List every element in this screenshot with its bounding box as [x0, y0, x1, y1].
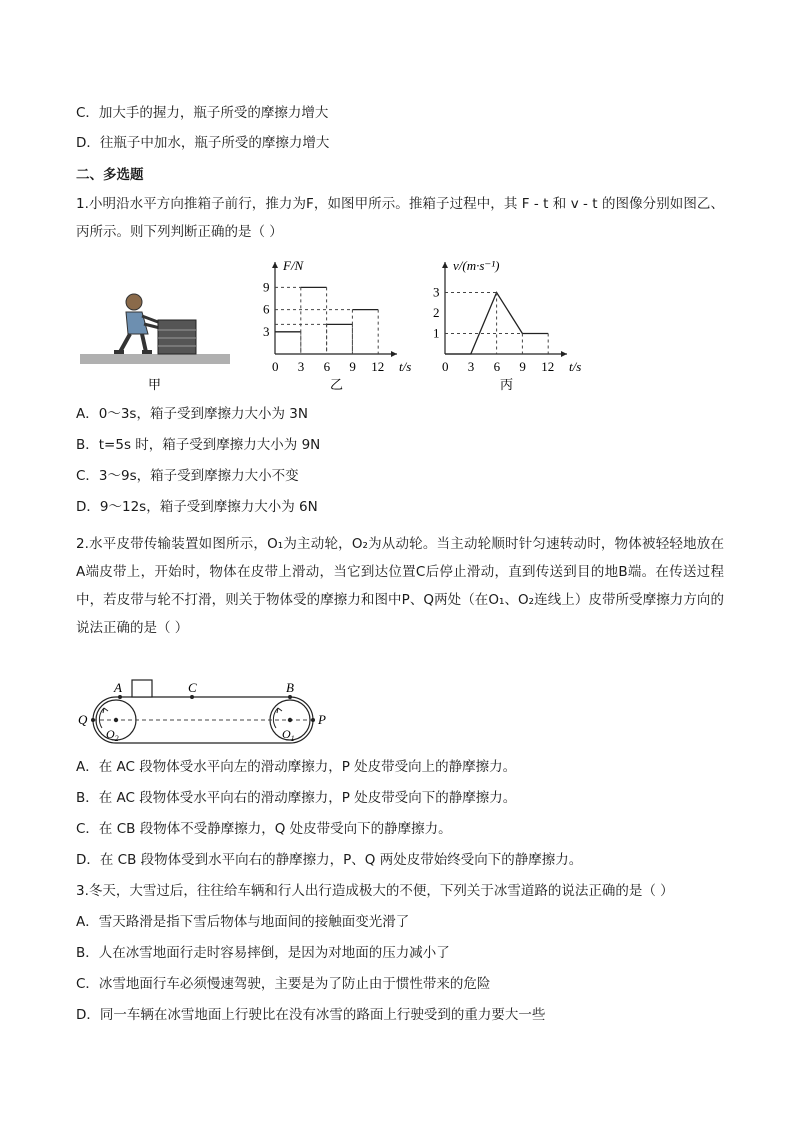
- ft-y-label: F/N: [283, 258, 304, 273]
- vt-x-tick: 12: [541, 359, 555, 374]
- vt-y-tick: 3: [433, 284, 440, 300]
- vt-x-arrow-icon: [561, 351, 567, 357]
- q2-option-c: C．在 CB 段物体不受静摩擦力，Q 处皮带受向下的静摩擦力。: [76, 821, 452, 837]
- option-c-prev: C．加大手的握力，瓶子所受的摩擦力增大: [76, 105, 329, 121]
- q2-option-b: B．在 AC 段物体受水平向右的滑动摩擦力，P 处皮带受向下的静摩擦力。: [76, 790, 517, 806]
- vt-x-tick: 6: [493, 359, 501, 374]
- q1-option-c: C．3～9s，箱子受到摩擦力大小不变: [76, 468, 299, 484]
- ft-y-arrow-icon: [272, 262, 278, 268]
- caption-yi: 乙: [330, 378, 344, 393]
- chart-bing-v-t: [420, 254, 590, 394]
- box: [158, 320, 196, 354]
- q3-option-b: B．人在冰雪地面行走时容易摔倒，是因为对地面的压力减小了: [76, 945, 450, 961]
- ft-x-tick: 3: [297, 359, 305, 374]
- q2-option-d: D．在 CB 段物体受到水平向右的静摩擦力，P、Q 两处皮带始终受向下的静摩擦力。: [76, 852, 583, 868]
- caption-jia: 甲: [148, 378, 162, 393]
- chart-yi-f-t: [250, 254, 420, 394]
- q2-option-a: A．在 AC 段物体受水平向左的滑动摩擦力，P 处皮带受向上的静摩擦力。: [76, 759, 517, 775]
- label-o1: $O_1$: [282, 727, 295, 743]
- section-title: 二、多选题: [76, 167, 144, 183]
- label-b: B: [286, 680, 294, 695]
- vt-x-tick: 3: [467, 359, 475, 374]
- figure-jia: [76, 254, 236, 394]
- object-block: [132, 680, 152, 697]
- q3-stem: 3.冬天，大雪过后，往往给车辆和行人出行造成极大的不便，下列关于冰雪道路的说法正确的是（ ）: [76, 883, 674, 899]
- ft-x-tick: 0: [272, 359, 279, 374]
- ft-y-tick: 6: [263, 301, 270, 317]
- ft-x-arrow-icon: [391, 351, 397, 357]
- option-d-prev: D．往瓶子中加水，瓶子所受的摩擦力增大: [76, 135, 330, 151]
- ft-y-tick: 9: [263, 279, 270, 295]
- q1-option-b: B．t=5s 时，箱子受到摩擦力大小为 9N: [76, 437, 321, 453]
- label-c: C: [188, 680, 197, 695]
- vt-x-label: t/s: [569, 359, 582, 374]
- ft-x-tick: 9: [349, 359, 356, 374]
- q1-stem: 1.小明沿水平方向推箱子前行，推力为F，如图甲所示。推箱子过程中，其 F - t 和 v - t 的图像分别如图乙、丙所示。则下列判断正确的是（ ）: [76, 196, 724, 240]
- q3-option-a: A．雪天路滑是指下雪后物体与地面间的接触面变光滑了: [76, 914, 410, 930]
- vt-y-arrow-icon: [442, 262, 448, 268]
- q3-option-c: C．冰雪地面行车必须慢速驾驶，主要是为了防止由于惯性带来的危险: [76, 976, 491, 992]
- ft-y-tick: 3: [263, 323, 270, 339]
- conveyor-belt-diagram: [76, 672, 346, 752]
- label-a: A: [114, 680, 122, 695]
- label-p: P: [318, 712, 326, 727]
- ft-x-label: t/s: [399, 359, 412, 374]
- ft-x-tick: 6: [323, 359, 331, 374]
- vt-y-label: v/(m·s⁻¹): [453, 258, 500, 273]
- q3-option-d: D．同一车辆在冰雪地面上行驶比在没有冰雪的路面上行驶受到的重力要大一些: [76, 1007, 546, 1023]
- vt-y-tick: 2: [433, 305, 440, 320]
- label-o2: $O_2$: [106, 727, 119, 743]
- label-q: Q: [78, 712, 88, 727]
- ft-x-tick: 12: [371, 359, 385, 374]
- vt-y-tick: 1: [433, 325, 440, 341]
- ground: [80, 354, 230, 364]
- q2-stem: 2.水平皮带传输装置如图所示，O₁为主动轮，O₂为从动轮。当主动轮顺时针匀速转动时，物体被轻轻地放在A端皮带上，开始时，物体在皮带上滑动，当它到达位置C后停止滑动，直到传送到目的地B端。在传送过程中，若皮带与轮不打滑，则关于物体受的摩擦力和图中P、Q两处（在O₁、O₂连线上）皮带所受摩擦力方向的说法正确的是（ ）: [76, 536, 724, 636]
- boy-pushing-illustration: [114, 294, 160, 354]
- q1-option-d: D．9～12s，箱子受到摩擦力大小为 6N: [76, 499, 318, 515]
- vt-x-tick: 0: [442, 359, 449, 374]
- q1-option-a: A．0～3s，箱子受到摩擦力大小为 3N: [76, 406, 308, 422]
- caption-bing: 丙: [500, 378, 514, 393]
- vt-x-tick: 9: [519, 359, 526, 374]
